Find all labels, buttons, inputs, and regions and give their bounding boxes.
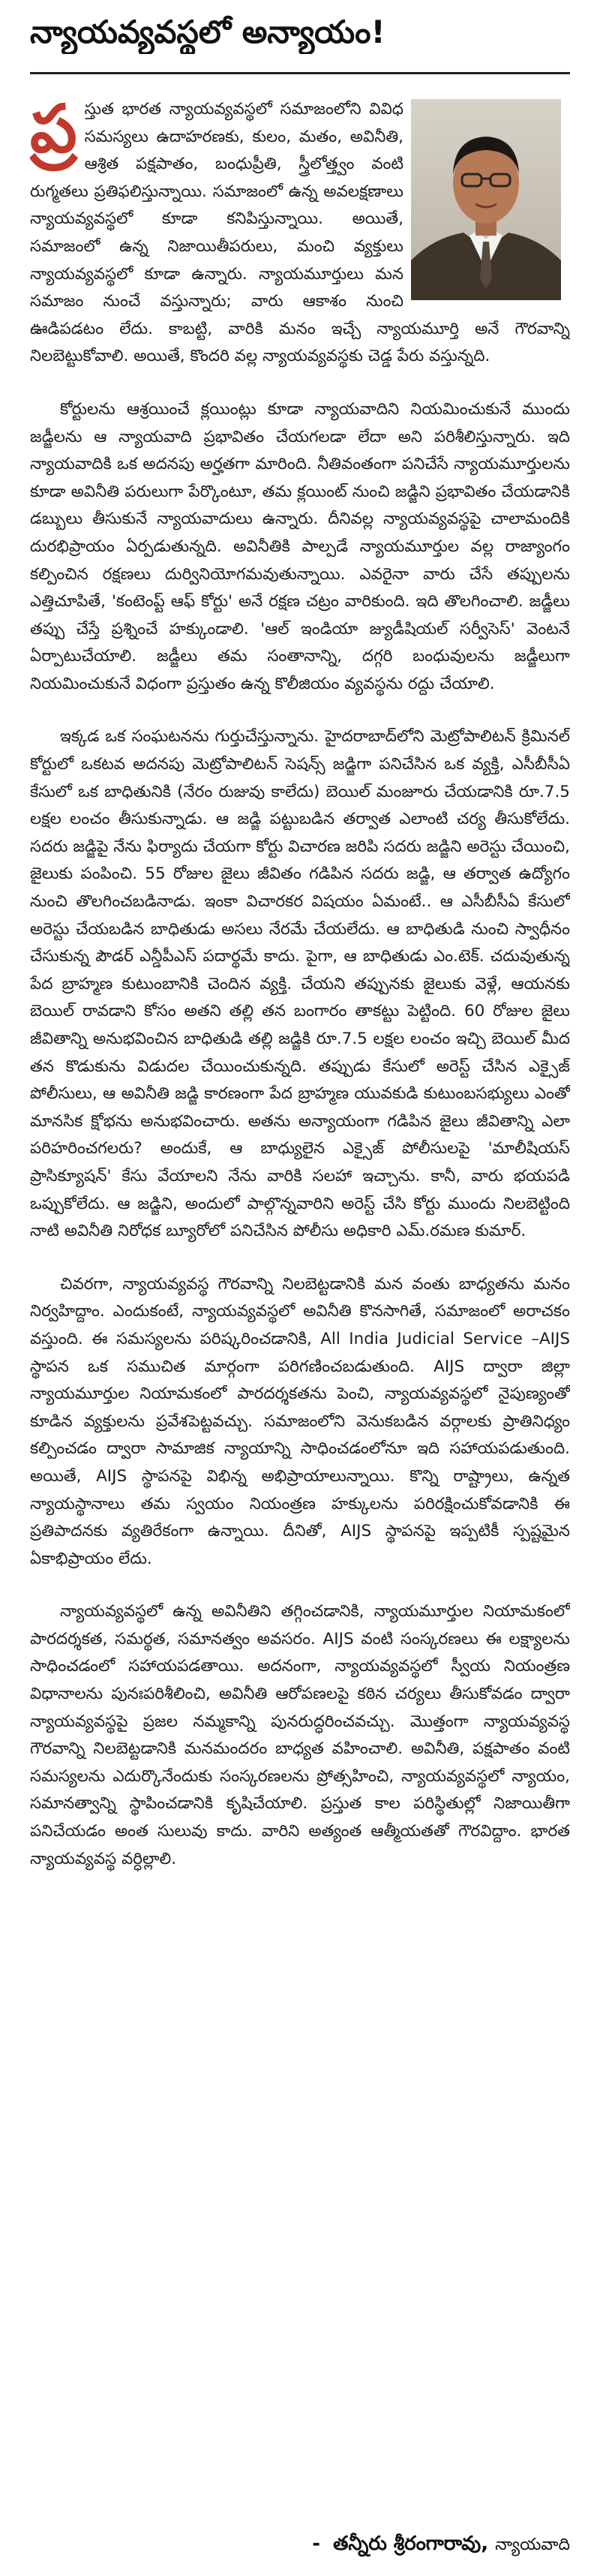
- photo-wrap-spacer: [404, 96, 570, 312]
- author-name: తన్నీరు శ్రీరంగారావు,: [333, 2532, 489, 2555]
- headline-divider: [30, 72, 570, 74]
- article-paragraph: కోర్టులను ఆశ్రయించే క్లయింట్లు కూడా న్యాయవాదిని నియమించుకునే ముందు జడ్జీలను ఆ న్యాయవాది ప్రభావితం చేయగలడా లేదా అని పరిశీలిస్తున్నారు. ఇది న్యాయవాదికి ఒక అదనపు అర్హతగా మారింది. నీతివంతంగా పనిచేసే న్యాయమూర్తులను కూడా అవినీతి పరులుగా పేర్కొంటూ, తమ క్లయింట్ నుంచి జడ్జిని ప్రభావితం చేయడానికి డబ్బులు తీసుకునే న్యాయవాదులు ఉన్నారు. దీనివల్ల న్యాయవ్యవస్థపై చాలామందికి దురభిప్రాయం ఏర్పడుతున్నది. అవినీతికి పాల్పడే న్యాయమూర్తుల వల్ల రాజ్యాంగం కల్పించిన రక్షణలు దుర్వినియోగమవుతున్నాయి. ఎవరైనా వారు చేసే తప్పులను ఎత్తిచూపితే, 'కంటెంప్ట్ ఆఫ్ కోర్టు' అనే రక్షణ చట్రం వారికుంది. ఇది తొలగించాలి. జడ్జీలు తప్పు చేస్తే ప్రశ్నించే హక్కుండాలి. 'ఆల్ ఇండియా జ్యుడీషియల్ సర్వీసెస్' వెంటనే ఏర్పాటుచేయాలి. జడ్జీలు తమ సంతానాన్ని, దగ్గరి బంధువులను జడ్జీలుగా నియమించుకునే విధంగా ప్రస్తుతం ఉన్న కొలీజియం వ్యవస్థను రద్దు చేయాలి.: [30, 399, 570, 693]
- article-paragraph: ఇక్కడ ఒక సంఘటనను గుర్తుచేస్తున్నాను. హైదరాబాద్‌లోని మెట్రోపాలిటన్ క్రిమినల్ కోర్టులో ఒకటవ అదనపు మెట్రోపాలిటన్ సెషన్స్ జడ్జిగా పనిచేసిన ఒక వ్యక్తి, ఎసీబీసీఏ కేసులో ఒక బాధితునికి (నేరం రుజువు కాలేదు) బెయిల్ మంజూరు చేయడానికి రూ.7.5 లక్షల లంచం తీసుకున్నాడు. ఆ జడ్జి పట్టుబడిన తర్వాత ఎలాంటి చర్య తీసుకోలేదు. సదరు జడ్జిపై నేను ఫిర్యాదు చేయగా కోర్టు విచారణ జరిపి సదరు జడ్జిని అరెస్టు చేయించి, జైలుకు పంపించి. 55 రోజుల జైలు జీవితం గడిపిన సదరు జడ్జి, ఆ తర్వాత ఉద్యోగం నుంచి తొలగించబడినాడు. ఇంకా విచారకర విషయం ఏమంటే.. ఆ ఎసీబీసీఏ కేసులో అరెస్టు చేయబడిన బాధితుడు అసలు నేరమే చేయలేదు. ఆ బాధితుడి నుంచి స్వాధీనం చేసుకున్న పౌడర్ ఎన్డీపీఎస్ పదార్థమే కాదు. పైగా, ఆ బాధితుడు ఎం.టెక్. చదువుతున్న పేద బ్రాహ్మణ కుటుంబానికి చెందిన వ్యక్తి. చేయని తప్పునకు జైలుకు వెళ్లే, ఆయనకు బెయిల్ రావడాని కోసం అతని తల్లి తన బంగారం తాకట్టు పెట్టింది. 60 రోజుల జైలు జీవితాన్ని అనుభవించిన బాధితుడి తల్లి జడ్జికి రూ.7.5 లక్షల లంచం ఇచ్చి బెయిల్ మీద తన కొడుకును విడుదల చేయించుకున్నది. తప్పుడు కేసులో అరెస్ట్ చేసిన ఎక్సైజ్ పోలీసులు, ఆ అవినీతి జడ్జి కారణంగా పేద బ్రాహ్మణ యువకుడి కుటుంబసభ్యులు ఎంతో మానసిక క్షోభను అనుభవించారు. అతను అన్యాయంగా గడిపిన జైలు జీవితాన్ని ఎలా పరిహరించగలరు? అందుకే, ఆ బాధ్యులైన ఎక్సైజ్ పోలీసులపై 'మాలీషియస్ ప్రాసిక్యూషన్' కేసు వేయాలని నేను వారికి సలహా ఇచ్చాను. కానీ, వారు భయపడి ఒప్పుకోలేదు. ఆ జడ్జిని, అందులో పాల్గొన్నవారిని అరెస్ట్ చేసి కోర్టు ముందు నిలబెట్టింది నాటి అవినీతి నిరోధక బ్యూరోలో పనిచేసిన పోలీసు అధికారి ఎమ్.రమణ కుమార్.: [30, 727, 570, 1241]
- author-byline: [30, 2529, 570, 2560]
- article-body: [30, 96, 570, 2520]
- lead-paragraph: [30, 96, 570, 371]
- drop-cap: ప్ర: [30, 96, 77, 167]
- article-paragraph: న్యాయవ్యవస్థలో ఉన్న అవినీతిని తగ్గించడానికి, న్యాయమూర్తుల నియామకంలో పారదర్శకత, సమర్థత, సమానత్వం అవసరం. AIJS వంటి సంస్కరణలు ఈ లక్ష్యాలను సాధించడంలో సహాయపడతాయి. అదనంగా, న్యాయవ్యవస్థలో స్వీయ నియంత్రణ విధానాలను పునఃపరిశీలించి, అవినీతి ఆరోపణలపై కఠిన చర్యలు తీసుకోవడం ద్వారా న్యాయవ్యవస్థపై ప్రజల నమ్మకాన్ని పునరుద్ధరించవచ్చు. మొత్తంగా న్యాయవ్యవస్థ గౌరవాన్ని నిలబెట్టడానికి మనమందరం బాధ్యత వహించాలి. అవినీతి, పక్షపాతం వంటి సమస్యలను ఎదుర్కొనేందుకు సంస్కరణలను ప్రోత్సహించి, న్యాయవ్యవస్థలో న్యాయం, సమానత్వాన్ని స్థాపించడానికి కృషిచేయాలి. ప్రస్తుత కాల పరిస్థితుల్లో నిజాయితీగా పనిచేయడం అంత సులువు కాదు. వారిని అత్యంత ఆత్మీయతతో గౌరవిద్దాం. భారత న్యాయవ్యవస్థ వర్ధిల్లాలి.: [30, 1602, 570, 1868]
- article-headline: న్యాయవ్యవస్థలో అన్యాయం!: [30, 14, 386, 50]
- author-role: న్యాయవాది: [495, 2535, 570, 2554]
- article-paragraph: చివరగా, న్యాయవ్యవస్థ గౌరవాన్ని నిలబెట్టడానికి మన వంతు బాధ్యతను మనం నిర్వహిద్దాం. ఎందుకంటే, న్యాయవ్యవస్థలో అవినీతి కొనసాగితే, సమాజంలో అరాచకం వస్తుంది. ఈ సమస్యలను పరిష్కరించడానికి, All India Judicial Service –AIJS స్థాపన ఒక సముచిత మార్గంగా పరిగణించబడుతుంది. AIJS ద్వారా జిల్లా న్యాయమూర్తుల నియామకంలో పారదర్శకతను పెంచి, న్యాయవ్యవస్థలో నైపుణ్యంతో కూడిన వ్యక్తులను ప్రవేశపెట్టవచ్చు. సమాజంలోని వెనుకబడిన వర్గాలకు ప్రాతినిధ్యం కల్పించడం ద్వారా సామాజిక న్యాయాన్ని సాధించడంలోనూ ఇది సహాయపడుతుంది. అయితే, AIJS స్థాపనపై విభిన్న అభిప్రాయాలున్నాయి. కొన్ని రాష్ట్రాలు, ఉన్నత న్యాయస్థానాలు తమ స్వయం నియంత్రణ హక్కులను పరిరక్షించుకోవడానికి ఈ ప్రతిపాదనకు వ్యతిరేకంగా ఉన్నాయి. దీనితో, AIJS స్థాపనపై ఇప్పటికీ స్పష్టమైన ఏకాభిప్రాయం లేదు.: [30, 1274, 570, 1568]
- byline-dash: -: [312, 2532, 320, 2555]
- lead-paragraph-text: స్తుత భారత న్యాయవ్యవస్థలో సమాజంలోని వివిధ సమస్యలు ఉదాహరణకు, కులం, మతం, అవినీతి, ఆశ్రిత పక్షపాతం, బంధుప్రీతి, స్త్రీలోత్త్వం వంటి రుగ్మతలు ప్రతిఫలిస్తున్నాయి. సమాజంలో ఉన్న అవలక్షణాలు న్యాయవ్యవస్థలో కూడా కనిపిస్తున్నాయి. అయితే, సమాజంలో ఉన్న నిజాయితీపరులు, మంచి వ్యక్తులు న్యాయవ్యవస్థలో కూడా ఉన్నారు. న్యాయమూర్తులు మన సమాజం నుంచే వస్తున్నారు; వారు ఆకాశం నుంచి ఊడిపడటం లేదు. కాబట్టి, వారికి మనం ఇచ్చే న్యాయమూర్తి అనే గౌరవాన్ని నిలబెట్టుకోవాలి. అయితే, కొందరి వల్ల న్యాయవ్యవస్థకు చెడ్డ పేరు వస్తున్నది.: [30, 100, 570, 366]
